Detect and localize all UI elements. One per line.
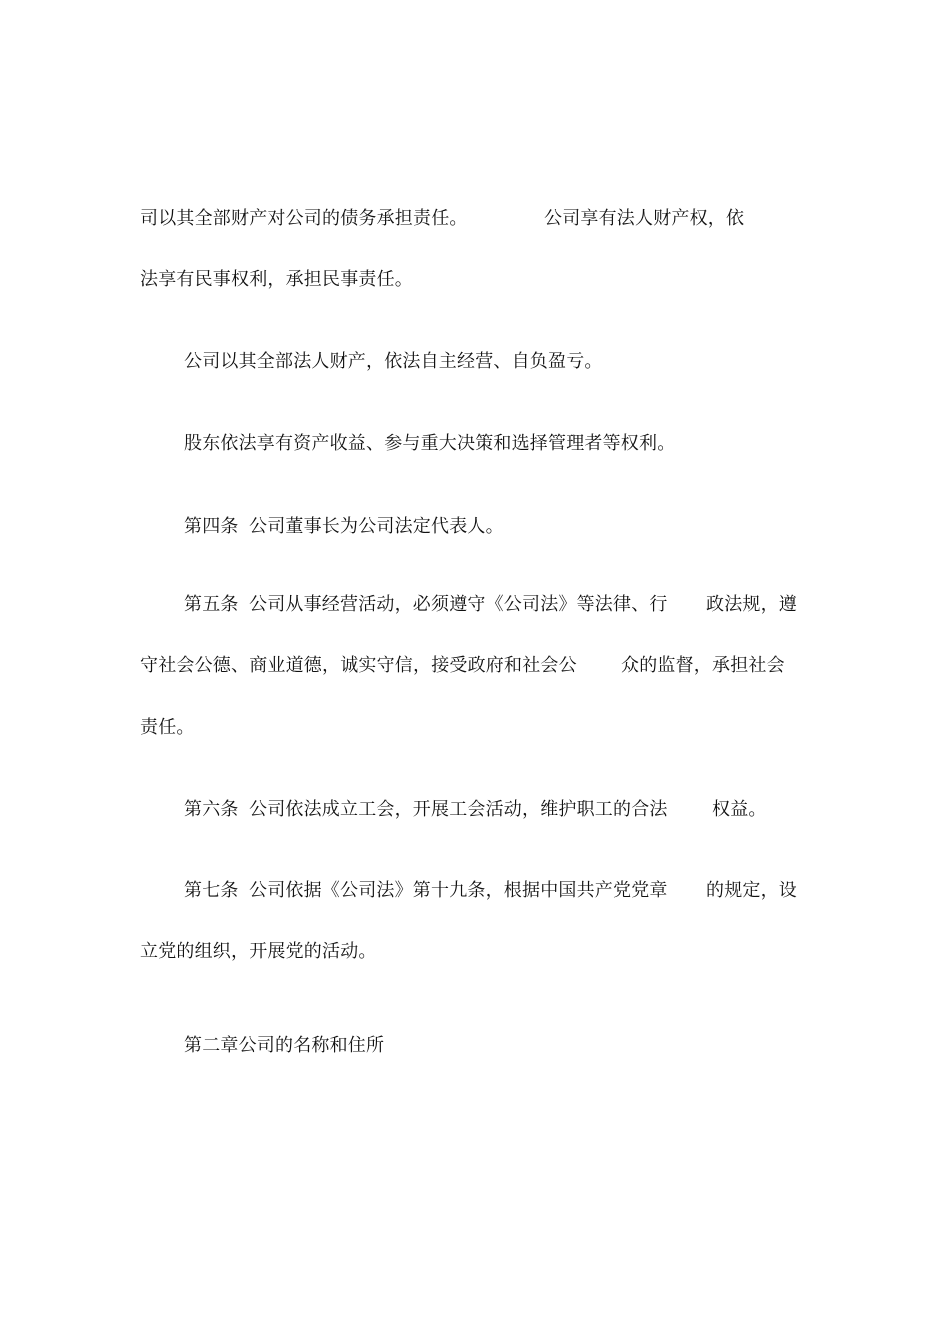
article-number: 第六条 [184, 799, 239, 820]
text-segment: 政法规，遵 [706, 594, 797, 615]
text-segment: 众的监督，承担社会 [621, 655, 785, 676]
text-segment: 股东依法享有资产收益、参与重大决策和选择管理者等权利。 [184, 433, 676, 454]
text-segment: 公司享有法人财产权，依 [544, 208, 745, 229]
text-segment: 的规定，设 [706, 880, 797, 901]
article-number: 第五条 [184, 594, 239, 615]
chapter-title: 第二章公司的名称和住所 [184, 1035, 385, 1056]
text-segment: 公司依法成立工会，开展工会活动，维护职工的合法 [249, 799, 668, 820]
text-segment: 权益。 [712, 799, 767, 820]
text-segment: 法享有民事权利，承担民事责任。 [140, 269, 413, 290]
text-segment: 责任。 [140, 717, 195, 738]
text-segment: 公司董事长为公司法定代表人。 [249, 516, 504, 537]
article-number: 第七条 [184, 880, 239, 901]
text-segment: 立党的组织，开展党的活动。 [140, 941, 377, 962]
text-segment: 守社会公德、商业道德，诚实守信，接受政府和社会公 [140, 655, 577, 676]
article-number: 第四条 [184, 516, 239, 537]
text-segment: 公司以其全部法人财产，依法自主经营、自负盈亏。 [184, 351, 603, 372]
text-segment: 公司从事经营活动，必须遵守《公司法》等法律、行 [249, 594, 668, 615]
text-segment: 公司依据《公司法》第十九条，根据中国共产党党章 [249, 880, 668, 901]
text-segment: 司以其全部财产对公司的债务承担责任。 [140, 208, 468, 229]
